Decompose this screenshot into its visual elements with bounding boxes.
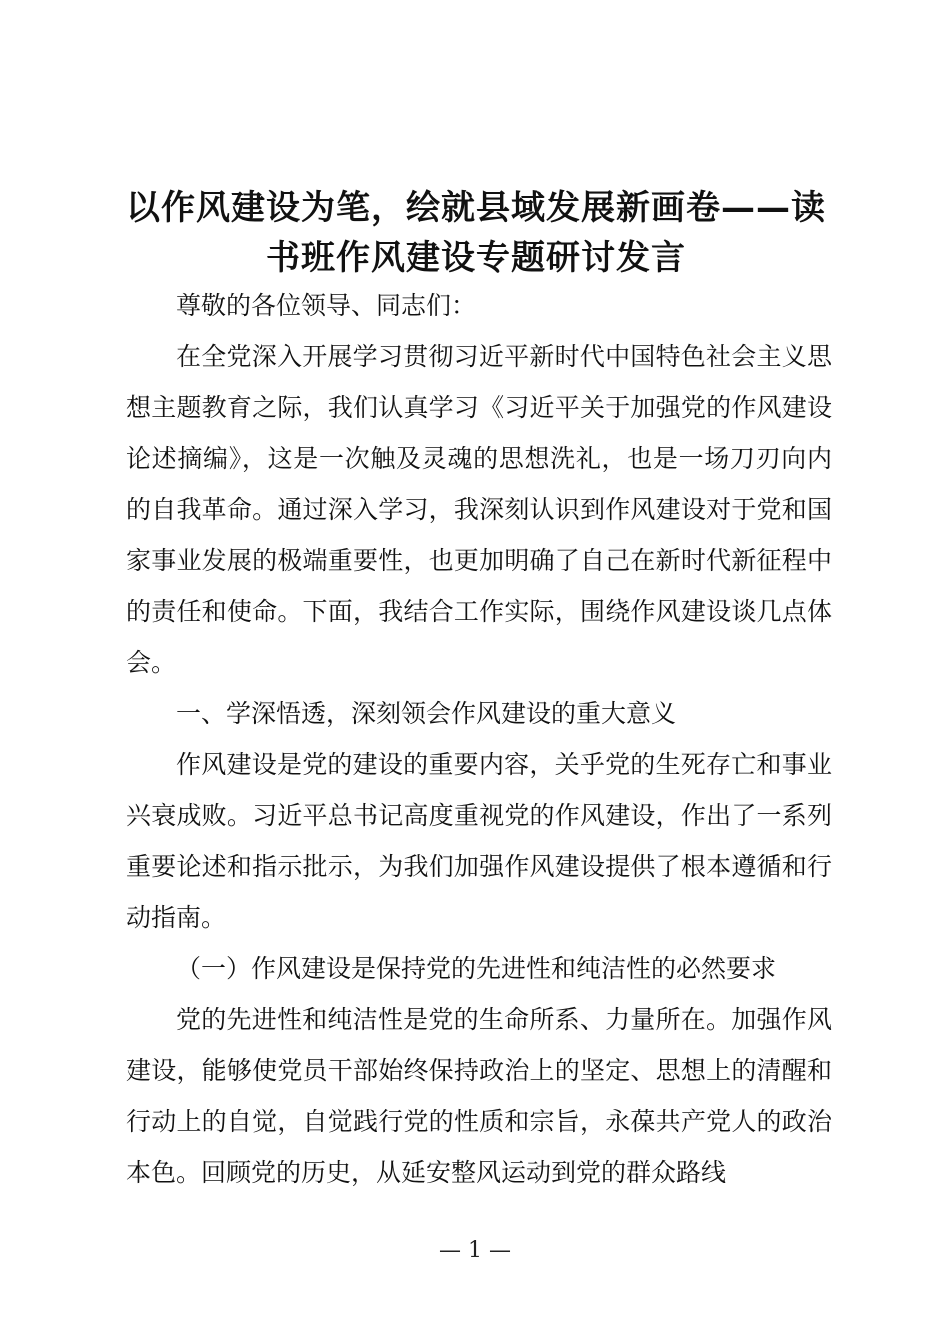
document-title: 以作风建设为笔，绘就县域发展新画卷——读书班作风建设专题研讨发言 [126,188,826,278]
body-paragraph: 党的先进性和纯洁性是党的生命所系、力量所在。加强作风建设，能够使党员干部始终保持政治上的坚定、思想上的清醒和行动上的自觉，自觉践行党的性质和宗旨，永葆共产党人的政治本色。回顾党的历史，从延安整风运动到党的群众路线 [126,1005,832,1187]
body-paragraph: 作风建设是党的建设的重要内容，关乎党的生死存亡和事业兴衰成败。习近平总书记高度重视党的作风建设，作出了一系列重要论述和指示批示，为我们加强作风建设提供了根本遵循和行动指南。 [126,750,832,932]
page-number: — 1 — [439,1238,511,1263]
salutation: 尊敬的各位领导、同志们： [176,291,477,320]
subsection-heading-1: （一）作风建设是保持党的先进性和纯洁性的必然要求 [176,954,777,983]
document-body [126,280,832,1198]
section-heading-1: 一、学深悟透，深刻领会作风建设的重大意义 [176,699,677,728]
intro-paragraph: 在全党深入开展学习贯彻习近平新时代中国特色社会主义思想主题教育之际，我们认真学习《习近平关于加强党的作风建设论述摘编》，这是一次触及灵魂的思想洗礼，也是一场刀刃向内的自我革命。通过深入学习，我深刻认识到作风建设对于党和国家事业发展的极端重要性，也更加明确了自己在新时代新征程中的责任和使命。下面，我结合工作实际，围绕作风建设谈几点体会。 [126,342,832,677]
